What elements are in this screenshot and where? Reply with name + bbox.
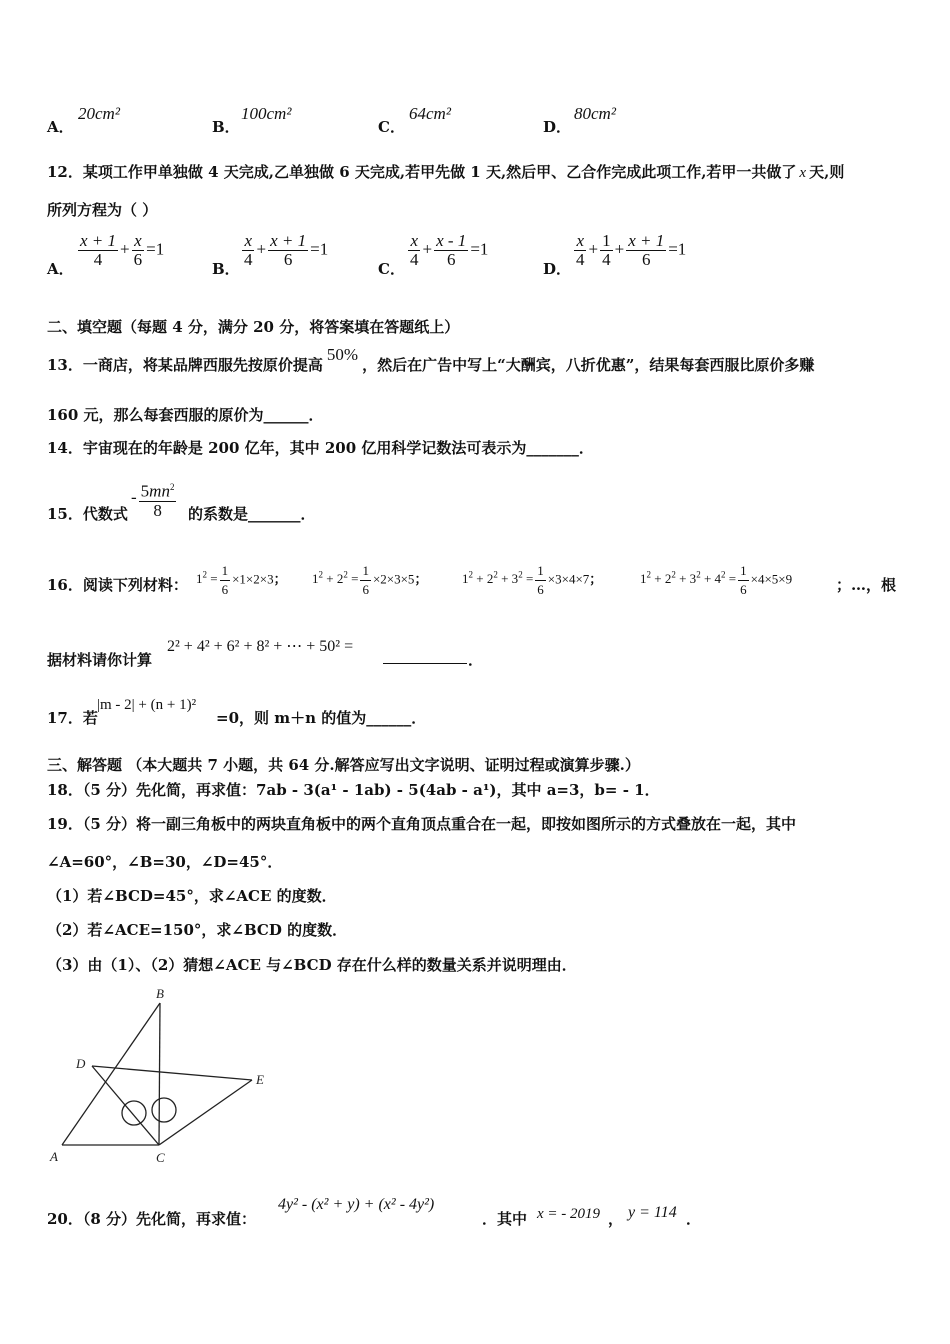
q19-angles: ∠A=60°，∠B=30，∠D=45°． xyxy=(47,853,283,871)
q12-option-d-value: $\frac{x}{4}$ + $\frac{1}{4}$ + $\frac{x + 1}{6}$ =1 xyxy=(576,231,687,269)
q19-sub1: （1）若∠BCD=45°，求∠ACE 的度数． xyxy=(47,887,337,905)
q16-text2: 据材料请你计算 xyxy=(47,651,153,669)
figure-label-b: B xyxy=(156,986,164,1001)
q11-option-d-label: D． xyxy=(543,118,572,136)
q19-sub3: （3）由（1）、（2）猜想∠ACE 与∠BCD 存在什么样的数量关系并说明理由． xyxy=(47,956,577,974)
figure-line-ec xyxy=(159,1080,252,1145)
q16-item-4: $1^2 + 2^2 + 3^2 + 4^2$ = $\frac{1}{6}$ ×4×5×9 xyxy=(640,563,793,597)
q12-text2: 天,则 xyxy=(809,163,845,181)
q20-end: ． xyxy=(686,1210,702,1228)
q16-expr: 2² + 4² + 6² + 8² + ⋯ + 50² = xyxy=(167,638,354,655)
q20-xval: x = - 2019 xyxy=(537,1206,601,1222)
q20-yval: y = 114 xyxy=(628,1204,677,1221)
q16-period: ． xyxy=(468,651,484,669)
q19-sub2: （2）若∠ACE=150°，求∠BCD 的度数． xyxy=(47,921,348,939)
q12-stem-cont: 所列方程为（ ） xyxy=(47,201,158,219)
q16-answer-blank[interactable] xyxy=(383,663,467,664)
q12-option-b-label: B． xyxy=(212,260,240,278)
q11-option-c-label: C． xyxy=(378,118,405,136)
q12-option-b-value: $\frac{x}{4}$ + $\frac{x + 1}{6}$ =1 xyxy=(244,231,329,269)
q12-option-c-label: C． xyxy=(378,260,405,278)
figure-label-e: E xyxy=(256,1072,264,1087)
figure-label-a: A xyxy=(50,1149,58,1164)
q13-stem xyxy=(47,345,815,375)
q12-option-a-value: $\frac{x + 1}{4}$ + $\frac{x}{6}$ =1 xyxy=(80,231,165,269)
q12-text1: 12．某项工作甲单独做 4 天完成,乙单独做 6 天完成,若甲先做 1 天,然后甲、乙合作完成此项工作,若甲一共做了 xyxy=(47,163,797,181)
q13-text2: ，然后在广告中写上“大酬宾，八折优惠”，结果每套西服比原价多赚 xyxy=(362,356,815,374)
q19-stem: 19．（5 分）将一副三角板中的两块直角板中的两个直角顶点重合在一起，即按如图所示的方式叠放在一起，其中 xyxy=(47,815,797,833)
q11-option-c-value: 64cm² xyxy=(409,104,451,123)
q17-expr: |m - 2| + (n + 1)² xyxy=(97,697,197,713)
q18: 18．（5 分）先化简，再求值：7ab - 3(a¹ - 1ab) - 5(4ab - a¹)，其中 a=3，b= - 1． xyxy=(47,781,660,799)
q16-label: 16．阅读下列材料： xyxy=(47,576,188,594)
q16-item-1: $1^2$ = $\frac{1}{6}$ ×1×2×3； xyxy=(196,563,287,597)
q12-option-d-label: D． xyxy=(543,260,572,278)
q20-label: 20．（8 分）先化简，再求值： xyxy=(47,1210,257,1228)
q17-label: 17．若 xyxy=(47,709,98,727)
q15-expr: - $\frac{5mn^2}{8}$ xyxy=(131,478,178,520)
q12-option-a-label: A． xyxy=(47,260,74,278)
q20-sep: ， xyxy=(608,1210,624,1228)
q20-expr: 4y² - (x² + y) + (x² - 4y²) xyxy=(278,1196,435,1213)
q19-figure xyxy=(40,980,280,1170)
figure-line-dc xyxy=(92,1066,159,1145)
q12-option-c-value: $\frac{x}{4}$ + $\frac{x - 1}{6}$ =1 xyxy=(410,231,489,269)
section3-title: 三、解答题 （本大题共 7 小题，共 64 分.解答应写出文字说明、证明过程或演算步骤.） xyxy=(47,756,640,774)
q13-stem-cont: 160 元，那么每套西服的原价为______． xyxy=(47,406,324,424)
figure-label-c: C xyxy=(156,1150,165,1165)
q11-option-b-value: 100cm² xyxy=(241,104,292,123)
q16-item-3: $1^2 + 2^2 + 3^2$ = $\frac{1}{6}$ ×3×4×7； xyxy=(462,563,603,597)
q15-stem xyxy=(47,504,128,524)
q11-option-a-label: A． xyxy=(47,118,74,136)
q15-text1: 15．代数式 xyxy=(47,505,128,523)
q13-text1: 13．一商店，将某品牌西服先按原价提高 xyxy=(47,356,323,374)
figure-line-ab xyxy=(62,1003,160,1145)
q13-percent: 50% xyxy=(326,345,359,364)
figure-line-bc xyxy=(159,1003,160,1145)
figure-angle-arc-left xyxy=(122,1101,146,1125)
section2-title: 二、填空题（每题 4 分，满分 20 分，将答案填在答题纸上） xyxy=(47,318,460,336)
figure-angle-arc-right xyxy=(152,1098,176,1122)
q15-tail: 的系数是_______． xyxy=(188,505,316,523)
q16-item-2: $1^2 + 2^2$ = $\frac{1}{6}$ ×2×3×5； xyxy=(312,563,428,597)
q17-tail: =0，则 m＋n 的值为______． xyxy=(216,709,427,727)
q12-var: x xyxy=(799,165,807,181)
q20-text2: ．其中 xyxy=(482,1210,528,1228)
q12-stem xyxy=(47,162,844,183)
q11-option-d-value: 80cm² xyxy=(574,104,616,123)
figure-line-de xyxy=(92,1066,252,1080)
figure-label-d: D xyxy=(76,1056,86,1071)
q16-ending: ；…，根 xyxy=(836,576,897,594)
q14: 14．宇宙现在的年龄是 200 亿年，其中 200 亿用科学记数法可表示为_______． xyxy=(47,439,594,457)
q11-option-b-label: B． xyxy=(212,118,240,136)
q11-option-a-value: 20cm² xyxy=(78,104,120,123)
